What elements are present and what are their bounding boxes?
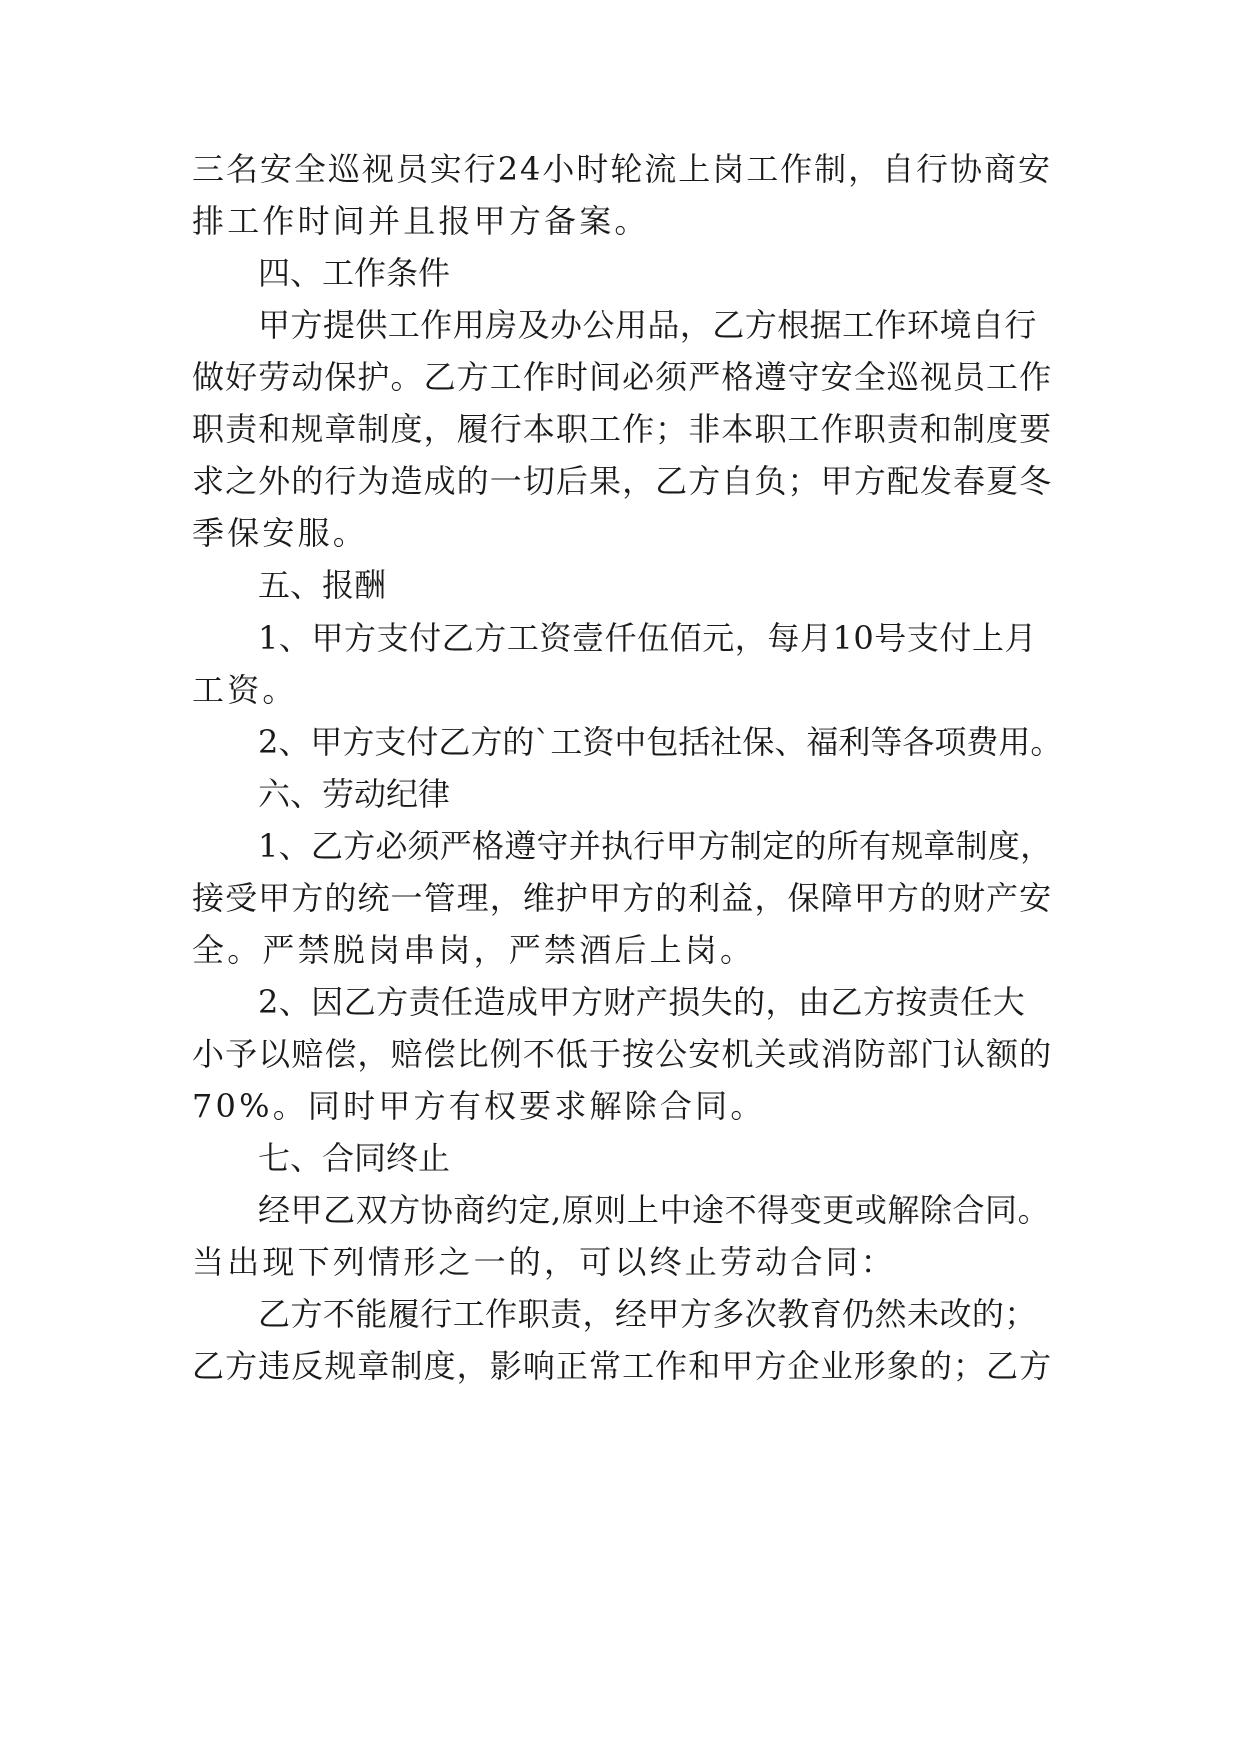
- text-line: 工资。: [192, 671, 298, 709]
- text-line: 求之外的行为造成的一切后果，乙方自负；甲方配发春夏冬: [192, 462, 1053, 500]
- text-line: 1、甲方支付乙方工资壹仟伍佰元，每月10号支付上月: [258, 619, 1038, 657]
- text-line: 做好劳动保护。乙方工作时间必须严格遵守安全巡视员工作: [192, 358, 1053, 396]
- text-line: 三名安全巡视员实行24小时轮流上岗工作制，自行协商安: [192, 150, 1052, 188]
- section-heading: 七、合同终止: [258, 1139, 451, 1177]
- text-line: 经甲乙双方协商约定,原则上中途不得变更或解除合同。: [258, 1191, 1051, 1229]
- section-heading: 五、报酬: [258, 566, 387, 604]
- text-line: 全。严禁脱岗串岗，严禁酒后上岗。: [192, 931, 756, 969]
- text-line: 2、甲方支付乙方的`工资中包括社保、福利等各项费用。: [258, 723, 1063, 761]
- text-line: 排工作时间并且报甲方备案。: [192, 202, 650, 240]
- text-line: 季保安服。: [192, 514, 369, 552]
- text-line: 职责和规章制度，履行本职工作；非本职工作职责和制度要: [192, 410, 1053, 448]
- text-line: 2、因乙方责任造成甲方财产损失的，由乙方按责任大: [258, 983, 1026, 1021]
- text-line: 1、乙方必须严格遵守并执行甲方制定的所有规章制度，: [258, 827, 1053, 865]
- text-line: 乙方不能履行工作职责，经甲方多次教育仍然未改的；: [258, 1295, 1037, 1333]
- text-line: 当出现下列情形之一的，可以终止劳动合同：: [192, 1243, 897, 1281]
- text-line: 接受甲方的统一管理，维护甲方的利益，保障甲方的财产安: [192, 879, 1053, 917]
- section-heading: 六、劳动纪律: [258, 775, 451, 813]
- text-line: 70%。同时甲方有权要求解除合同。: [192, 1087, 766, 1125]
- text-line: 乙方违反规章制度，影响正常工作和甲方企业形象的；乙方: [192, 1347, 1053, 1385]
- section-heading: 四、工作条件: [258, 254, 451, 292]
- text-line: 甲方提供工作用房及办公用品，乙方根据工作环境自行: [258, 306, 1037, 344]
- text-line: 小予以赔偿，赔偿比例不低于按公安机关或消防部门认额的: [192, 1035, 1053, 1073]
